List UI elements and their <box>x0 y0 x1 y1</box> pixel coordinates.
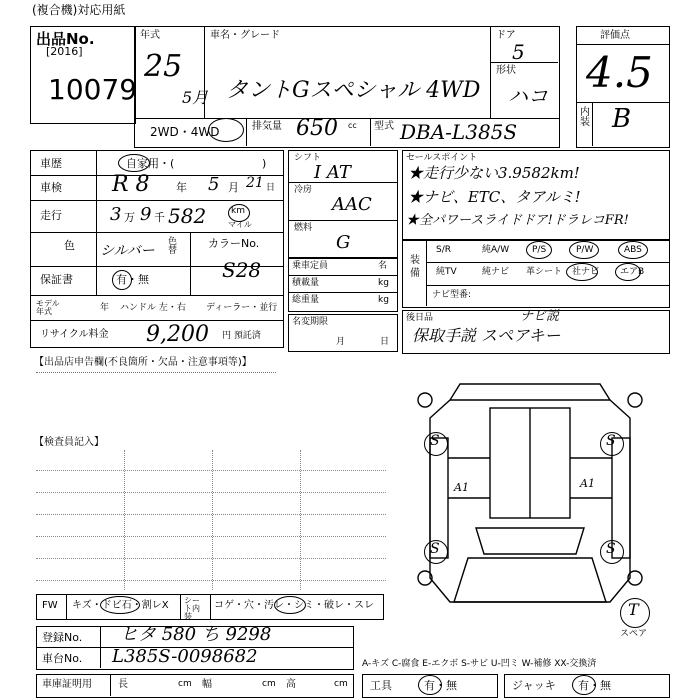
reg-value: ヒタ 580 ち 9298 <box>120 624 272 645</box>
name-value: タントGスペシャル 4WD <box>226 78 481 103</box>
shape-value: ハコ <box>508 84 548 108</box>
mileage-label: 走行 <box>40 209 62 222</box>
model-year-dealer: ディーラー・並行 <box>206 303 278 313</box>
car-rear <box>454 558 606 602</box>
gross-unit: kg <box>378 295 389 305</box>
interior-label: 内装 <box>580 107 590 128</box>
load-label: 積載量 <box>292 278 320 288</box>
garage-width-label: 幅 <box>202 679 212 690</box>
name-change-unit2: 日 <box>380 337 390 347</box>
spare-mark: T <box>628 600 639 619</box>
equip-abs-circle <box>618 241 648 259</box>
model-value: DBA-L385S <box>400 120 518 144</box>
jack-circle <box>572 675 596 695</box>
sales-line-1: ★走行少ない3.9582km! <box>408 164 580 182</box>
reg-label: 登録No. <box>42 631 83 644</box>
name-change-unit: 月 <box>336 337 346 347</box>
garage-length-unit: cm <box>178 679 192 689</box>
grade-label: 評価点 <box>600 30 630 41</box>
color-label: 色 <box>64 239 75 252</box>
capacity-unit: 名 <box>378 261 388 271</box>
car-windshield <box>476 528 584 554</box>
door-label: ドア <box>496 30 516 41</box>
sales-points-label: セールスポイント <box>406 153 478 163</box>
history-end: ) <box>262 157 267 170</box>
inspection-label: 車検 <box>40 181 62 194</box>
equip-pw: P/W <box>576 245 594 255</box>
damage-legend: A-キズ C-腐食 E-エクボ S-サビ U-凹ミ W-補修 XX-交換済 <box>362 659 597 669</box>
car-diagram <box>410 378 650 618</box>
model-label: 型式 <box>374 121 394 132</box>
model-year-year-label: 年 <box>100 303 110 313</box>
spare-label: スペア <box>620 629 648 639</box>
mileage-sen: 9 <box>140 204 152 225</box>
name-change-label: 名変期限 <box>292 317 329 327</box>
displacement-unit: cc <box>348 121 357 130</box>
damage-mark-4: S <box>606 541 616 557</box>
seat-circle <box>274 596 306 614</box>
navi-model-label: ナビ型番: <box>432 290 472 300</box>
seller-note-label: 【出品店申告欄(不良箇所・欠品・注意事項等)】 <box>34 357 252 368</box>
seat-label: シート内装 <box>184 596 200 621</box>
mileage-rest: 582 <box>168 204 207 228</box>
inspector-note-label: 【検査員記入】 <box>34 437 104 448</box>
year-value: 25 <box>144 49 183 84</box>
damage-mark-3: S <box>430 541 440 557</box>
fuel-value: G <box>336 232 351 253</box>
damage-mark-5: A1 <box>454 481 469 494</box>
inspection-month-label: 月 <box>228 181 239 194</box>
equip-airbag-circle <box>615 263 641 281</box>
ac-value: AAC <box>332 194 372 215</box>
damage-mark-1: S <box>430 433 440 449</box>
interior-value: B <box>612 104 632 134</box>
mileage-sen-label: 千 <box>154 211 165 224</box>
equip-leather: 革シート <box>526 267 563 277</box>
displacement-value: 650 <box>296 116 338 141</box>
equip-abs: ABS <box>624 245 642 255</box>
recycle-value: 9,200 <box>146 322 209 347</box>
fw-circle <box>100 596 140 614</box>
chassis-label: 車台No. <box>42 652 83 665</box>
inspection-day-value: 21 <box>246 175 264 191</box>
mileage-man-label: 万 <box>124 211 135 224</box>
displacement-label: 排気量 <box>252 121 282 132</box>
jack-label: ジャッキ <box>512 679 556 692</box>
seat-items: コゲ・穴・汚レ・シミ・破レ・スレ <box>214 600 374 611</box>
warranty-circle <box>112 270 132 290</box>
garage-label: 車庫証明用 <box>42 679 92 690</box>
equip-other-navi: 社ナビ <box>572 267 600 277</box>
month-value: 5月 <box>182 88 209 107</box>
fuel-label: 燃料 <box>294 223 313 233</box>
aftermarket-note: ナビ説 <box>520 309 560 324</box>
equipment-label: 装備 <box>410 255 420 279</box>
model-year-handle: ハンドル 左・右 <box>120 303 186 313</box>
equip-ps: P/S <box>532 245 547 255</box>
garage-width-unit: cm <box>262 679 276 689</box>
inspector-grid <box>36 450 386 590</box>
gross-label: 総重量 <box>292 295 320 305</box>
history-circle <box>118 154 150 172</box>
jack-value: 有・無 <box>578 679 611 692</box>
equip-ps-circle <box>526 241 552 259</box>
mileage-man: 3 <box>110 204 122 225</box>
damage-mark-2: S <box>606 433 616 449</box>
year-label: 年式 <box>140 30 160 41</box>
tools-value: 有・無 <box>424 679 457 692</box>
warranty-value: 有・無 <box>116 273 149 286</box>
inspection-month-value: 5 <box>208 174 220 195</box>
history-value: 自家用・( <box>126 157 175 170</box>
car-roof-front <box>450 384 610 400</box>
equip-tv: 純TV <box>436 267 457 277</box>
door-value: 5 <box>512 40 525 64</box>
garage-length-label: 長 <box>118 679 128 690</box>
inspection-day-label: 日 <box>266 183 276 193</box>
equip-pw-circle <box>569 241 599 259</box>
aftermarket-label: 後日品 <box>406 313 434 323</box>
equip-navi: 純ナビ <box>482 267 510 277</box>
name-label: 車名・グレード <box>210 30 280 41</box>
form-header-text: (複合機)対応用紙 <box>32 3 126 17</box>
color-change-label: 色替 <box>168 237 178 256</box>
chassis-value: L385S-0098682 <box>112 646 258 667</box>
damage-mark-6: A1 <box>580 477 595 490</box>
mileage-unit-mile: マイル <box>228 220 252 229</box>
shape-label: 形状 <box>496 65 516 76</box>
inspection-year-label: 年 <box>176 181 187 194</box>
equip-aw: 純A/W <box>482 245 510 255</box>
tools-label: 工具 <box>370 679 392 692</box>
capacity-label: 乗車定員 <box>292 261 329 271</box>
ac-label: 冷房 <box>294 185 313 195</box>
sales-line-2: ★ナビ、ETC、タアルミ! <box>408 188 581 206</box>
garage-height-label: 高 <box>286 679 296 690</box>
lot-number: 10079 <box>48 73 138 106</box>
drive-circle <box>208 118 244 142</box>
inspection-value: R 8 <box>112 172 150 197</box>
recycle-label: リサイクル料金 <box>40 329 109 340</box>
warranty-label: 保証書 <box>40 273 73 286</box>
equip-other-navi-circle <box>566 263 598 281</box>
grade-score: 4.5 <box>586 48 653 97</box>
fw-items: キズ・ドビ石・割レX <box>72 600 169 611</box>
color-code-value: S28 <box>222 258 262 282</box>
aftermarket-value: 保取手説 スペアキー <box>412 326 561 345</box>
lot-year: [2016] <box>46 45 83 58</box>
color-code-label: カラーNo. <box>208 237 260 250</box>
mileage-unit-km: km <box>231 206 245 216</box>
tools-circle <box>418 675 442 695</box>
load-unit: kg <box>378 278 389 288</box>
drive-label: 2WD・4WD <box>150 125 220 139</box>
shift-value: I AT <box>314 162 351 183</box>
garage-height-unit: cm <box>334 679 348 689</box>
lot-label: 出品No. <box>36 30 95 48</box>
model-year-label: モデル年式 <box>36 299 60 316</box>
shift-label: シフト <box>294 153 322 163</box>
fw-label: FW <box>42 600 58 611</box>
color-value: シルバー <box>100 243 155 259</box>
sales-line-3: ★全パワースライドドア!ドラレコFR! <box>406 213 629 228</box>
equip-sr: S/R <box>436 245 451 255</box>
equip-airbag: エアB <box>620 267 645 277</box>
history-label: 車歴 <box>40 157 62 170</box>
recycle-unit: 円 預託済 <box>222 331 261 341</box>
